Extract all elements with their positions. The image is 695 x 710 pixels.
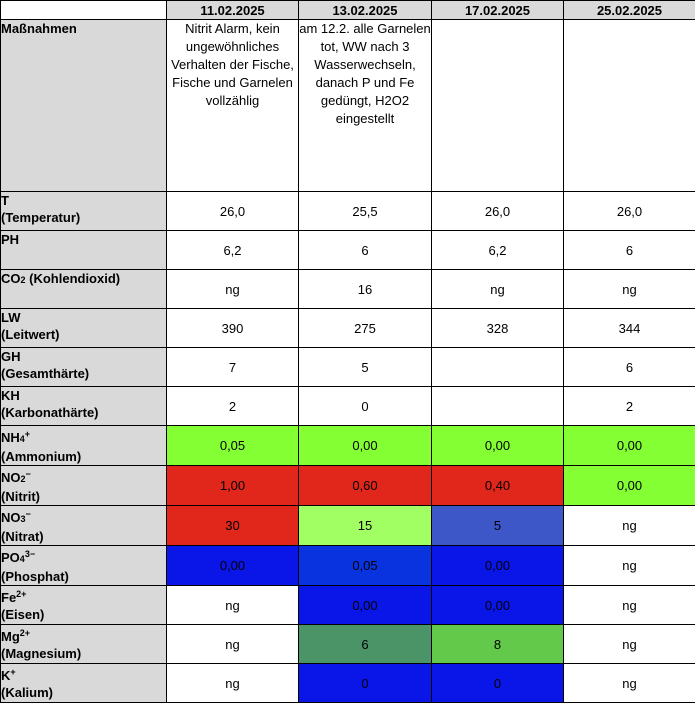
param-row-gh [1,348,695,387]
date-header[interactable]: 17.02.2025 [432,1,564,20]
date-header[interactable]: 13.02.2025 [299,1,432,20]
param-label-co2[interactable] [1,270,167,309]
value-cell[interactable] [432,348,564,387]
value-cell[interactable]: 2 [564,387,695,426]
value-cell[interactable]: 0,00 [432,546,564,586]
param-row-nh4 [1,426,695,466]
value-cell[interactable]: ng [564,546,695,586]
param-row-po4 [1,546,695,586]
param-label-ph[interactable] [1,231,167,270]
date-header-row [1,1,695,20]
param-symbol: KH [1,388,20,403]
value-cell[interactable]: 6 [299,231,432,270]
value-cell[interactable]: 6,2 [432,231,564,270]
value-cell[interactable]: 1,00 [167,466,299,506]
value-cell[interactable]: 16 [299,270,432,309]
param-row-mg [1,625,695,664]
param-label-kh[interactable] [1,387,167,426]
value-cell[interactable]: 328 [432,309,564,348]
value-cell[interactable]: 0,40 [432,466,564,506]
value-cell[interactable]: 0,00 [167,546,299,586]
param-row-no3 [1,506,695,546]
value-cell[interactable]: 0 [432,664,564,703]
param-symbol: GH [1,349,21,364]
value-cell[interactable] [432,387,564,426]
value-cell[interactable]: 0 [299,664,432,703]
value-cell[interactable]: 25,5 [299,192,432,231]
measure-note[interactable]: Nitrit Alarm, kein ungewöhnliches Verhalten der Fische, Fische und Garnelen vollzählig [167,20,299,192]
param-name: (Leitwert) [1,327,60,342]
param-symbol: NO3− [1,509,31,525]
value-cell[interactable]: 0,00 [564,466,695,506]
value-cell[interactable]: 0,00 [299,426,432,466]
value-cell[interactable]: ng [564,506,695,546]
date-header[interactable]: 25.02.2025 [564,1,695,20]
param-name: (Phosphat) [1,569,69,584]
param-symbol: PH [1,232,20,247]
param-symbol: LW [1,310,21,325]
value-cell[interactable]: 30 [167,506,299,546]
value-cell[interactable]: 275 [299,309,432,348]
value-cell[interactable]: 0,00 [564,426,695,466]
param-symbol: $Fe^{2+}$ [1,589,27,605]
param-name: (Magnesium) [1,646,82,661]
param-row-ph [1,231,695,270]
param-label-gh[interactable] [1,348,167,387]
value-cell[interactable]: 344 [564,309,695,348]
value-cell[interactable]: 6 [299,625,432,664]
param-symbol: CO2 (Kohlendioxid) [1,271,121,286]
value-cell[interactable]: ng [167,625,299,664]
value-cell[interactable]: 0,60 [299,466,432,506]
param-name: (Nitrit) [1,489,40,504]
measure-note[interactable] [564,20,695,192]
value-cell[interactable]: 2 [167,387,299,426]
param-row-co2 [1,270,695,309]
param-symbol: NH4+ [1,429,31,445]
param-symbol: $Mg^{2+}$ [1,628,31,644]
value-cell[interactable]: 7 [167,348,299,387]
corner-cell [1,1,167,20]
value-cell[interactable]: 26,0 [564,192,695,231]
param-symbol: T [1,193,9,208]
param-row-no2 [1,466,695,506]
value-cell[interactable]: 0 [299,387,432,426]
value-cell[interactable]: 6 [564,348,695,387]
param-name: (Karbonathärte) [1,405,99,420]
value-cell[interactable]: 5 [299,348,432,387]
value-cell[interactable]: ng [167,270,299,309]
value-cell[interactable]: 0,05 [167,426,299,466]
value-cell[interactable]: ng [167,586,299,625]
param-symbol: $PO4^{3-}$ [1,549,36,565]
param-row-k [1,664,695,703]
value-cell[interactable]: 15 [299,506,432,546]
param-row-fe [1,586,695,625]
param-row-temp [1,192,695,231]
param-label-temp[interactable] [1,192,167,231]
param-label-nh4[interactable] [1,426,167,466]
param-name: (Temperatur) [1,210,81,225]
value-cell[interactable]: 8 [432,625,564,664]
value-cell[interactable]: 0,00 [432,586,564,625]
param-row-lw [1,309,695,348]
measure-note[interactable] [432,20,564,192]
param-row-kh [1,387,695,426]
value-cell[interactable]: ng [167,664,299,703]
param-label-lw[interactable] [1,309,167,348]
param-name: (Kalium) [1,685,53,700]
param-symbol: K+ [1,667,16,683]
param-name: (Eisen) [1,607,45,622]
value-cell[interactable]: ng [432,270,564,309]
param-name: (Ammonium) [1,449,82,464]
value-cell[interactable]: ng [564,625,695,664]
param-symbol: NO2− [1,469,31,485]
measures-row [1,20,695,192]
value-cell[interactable]: ng [564,270,695,309]
measures-label[interactable]: Maßnahmen [1,20,167,192]
param-label-mg[interactable] [1,625,167,664]
measure-note[interactable]: am 12.2. alle Garnelen tot, WW nach 3 Wasserwechseln, danach P und Fe gedüngt, H2O2 eingestellt [299,20,432,192]
value-cell[interactable]: 6 [564,231,695,270]
param-label-no3[interactable] [1,506,167,546]
value-cell[interactable]: ng [564,586,695,625]
param-name: (Gesamthärte) [1,366,90,381]
param-name: (Nitrat) [1,529,44,544]
value-cell[interactable]: 0,00 [432,426,564,466]
param-label-k[interactable] [1,664,167,703]
value-cell[interactable]: 5 [432,506,564,546]
value-cell[interactable]: 0,00 [299,586,432,625]
value-cell[interactable]: 0,05 [299,546,432,586]
param-label-fe[interactable] [1,586,167,625]
value-cell[interactable]: 390 [167,309,299,348]
date-header[interactable]: 11.02.2025 [167,1,299,20]
value-cell[interactable]: ng [564,664,695,703]
value-cell[interactable]: 6,2 [167,231,299,270]
value-cell[interactable]: 26,0 [167,192,299,231]
value-cell[interactable]: 26,0 [432,192,564,231]
param-label-no2[interactable] [1,466,167,506]
param-label-po4[interactable] [1,546,167,586]
